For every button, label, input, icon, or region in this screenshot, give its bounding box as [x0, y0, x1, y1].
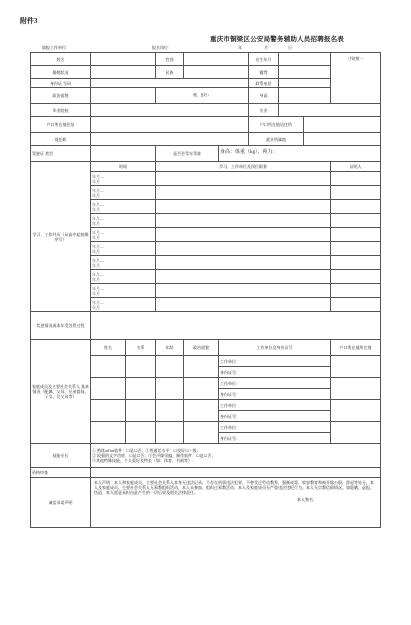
exp-col-time: 时间 [91, 162, 156, 172]
exp-unit-9[interactable] [156, 284, 331, 298]
fam-unit-3[interactable]: 工作单位： [219, 400, 331, 411]
fam-id-3[interactable]: 身份证号： [219, 411, 331, 422]
exp-time-10: 年月— 年月 [91, 298, 156, 312]
fam-name-4[interactable] [91, 422, 126, 444]
exp-unit-4[interactable] [156, 214, 331, 228]
exp-col-unit: 学习、工作单位及岗位职务 [156, 162, 331, 172]
fam-relation-3[interactable] [126, 400, 156, 422]
fam-political-1[interactable] [184, 356, 219, 378]
exp-time-9: 年月— 年月 [91, 284, 156, 298]
exp-unit-2[interactable] [156, 186, 331, 200]
exp-time-1: 年月— 年月 [91, 172, 156, 186]
pledge-signature[interactable]: 本人签名： [297, 497, 317, 502]
pledge-text: 本人声明：本人和家庭成员、主要社会关系人本身无违法记录，不存在刑事违法犯罪，不曾受过劳动教养、强制戒毒、收容教育和被开除公职、辞退等处分。本人及家庭成员、主要社会关系人无邪教组织活动，本人未参加、组织过邪教活动，本人及家庭成员无严重违法违纪行为。本人无宗教信仰情况。如隐瞒、虚报、伪造，本人愿意承担由此产生的一切后果及相关法律责任。 [94, 480, 374, 495]
fam-id-1[interactable]: 身份证号： [219, 367, 331, 378]
exp-time-3: 年月— 年月 [91, 200, 156, 214]
marital-label: 婚姻状况 [31, 66, 91, 79]
ethnicity-label: 民族 [156, 66, 184, 79]
fam-col-relation: 关系 [126, 340, 156, 356]
height-value[interactable] [279, 88, 331, 104]
fam-age-4[interactable] [156, 422, 184, 444]
school-label: 毕业院校 [31, 104, 91, 117]
skills-line-1: ① 熟练office软件：☐是☐否；②普通话水平：☐良好☐一般； [92, 448, 201, 453]
exp-witness-9[interactable] [331, 284, 381, 298]
exp-time-2: 年月— 年月 [91, 186, 156, 200]
exp-unit-10[interactable] [156, 298, 331, 312]
exp-unit-1[interactable] [156, 172, 331, 186]
political-label: 政治面貌 [31, 88, 91, 104]
home-addr-value[interactable] [304, 117, 381, 133]
fam-unit-1[interactable]: 工作单位： [219, 356, 331, 367]
license-label: 驾驶证 类型 [31, 146, 91, 162]
id-number-value[interactable] [91, 79, 249, 88]
rewards-label: 奖惩情况或本年受处罚过程 [31, 312, 91, 340]
fam-col-unit: 工作单位及身份证号 [219, 340, 331, 356]
exp-witness-4[interactable] [331, 214, 381, 228]
exp-unit-6[interactable] [156, 242, 331, 256]
fam-age-2[interactable] [156, 378, 184, 400]
exp-witness-8[interactable] [331, 270, 381, 284]
political-value[interactable] [91, 88, 156, 104]
major-label: 专业 [249, 104, 279, 117]
pledge-body [91, 478, 381, 528]
fam-relation-4[interactable] [126, 422, 156, 444]
registration-form [30, 52, 381, 528]
exp-unit-8[interactable] [156, 270, 331, 284]
fam-col-political: 政治面貌 [184, 340, 219, 356]
id-number-label: 身份证 号码 [31, 79, 91, 88]
fam-political-2[interactable] [184, 378, 219, 400]
job-location-label: 就业所属地 [249, 133, 304, 146]
birth-label: 出生年月 [249, 53, 279, 66]
exp-witness-5[interactable] [331, 228, 381, 242]
exp-witness-10[interactable] [331, 298, 381, 312]
name-label: 姓名 [31, 53, 91, 66]
birth-value[interactable] [279, 53, 331, 66]
native-place-label: 籍贯 [249, 66, 279, 79]
fam-name-2[interactable] [91, 378, 126, 400]
skills-line-3: ③其他特殊技能、个人爱好及特长（如：体育、书画等）： [92, 458, 196, 463]
fam-hukou-3[interactable] [331, 400, 381, 422]
has-car-label: 是否会驾车驾驶 [156, 146, 219, 162]
exp-time-4: 年月— 年月 [91, 214, 156, 228]
skills-label: 技能专长 [31, 444, 91, 468]
exp-unit-5[interactable] [156, 228, 331, 242]
exp-unit-7[interactable] [156, 256, 331, 270]
fam-name-3[interactable] [91, 400, 126, 422]
fill-year: 年 [238, 45, 242, 50]
fill-unit: 填报工作单位： [42, 45, 70, 50]
skills-line-2: ② 较强的文字功底：☐是☐否；③会声像采编、制作软件：☐是☐否； [92, 453, 216, 458]
exp-time-6: 年月— 年月 [91, 242, 156, 256]
fam-col-name: 姓名 [91, 340, 126, 356]
exp-witness-6[interactable] [331, 242, 381, 256]
hukou-value[interactable] [91, 117, 249, 133]
native-place-value[interactable] [279, 66, 331, 79]
fam-id-4[interactable]: 身份证号： [219, 433, 331, 444]
fill-day: 日 [288, 45, 292, 50]
fam-political-4[interactable] [184, 422, 219, 444]
marital-value[interactable] [91, 66, 156, 79]
family-label: 家庭成员及主要社会关系人 基本情况（配偶、父母、兄弟姐妹、子女、岳父母等） [31, 340, 91, 444]
exp-witness-1[interactable] [331, 172, 381, 186]
current-job-label: 现任职 [31, 133, 91, 146]
home-addr-label: 户口所在地居住所 [249, 117, 304, 133]
exp-witness-3[interactable] [331, 200, 381, 214]
height-label: 身高 [249, 88, 279, 104]
exp-time-5: 年月— 年月 [91, 228, 156, 242]
fam-relation-1[interactable] [126, 356, 156, 378]
fam-hukou-1[interactable] [331, 356, 381, 378]
exp-time-8: 年月— 年月 [91, 270, 156, 284]
pledge-label: 诚信承诺声明 [31, 478, 91, 528]
gender-value[interactable] [184, 53, 249, 66]
review-value[interactable] [91, 468, 381, 478]
exp-time-7: 年月— 年月 [91, 256, 156, 270]
vision-label: 身高：体重（kg），视力： [219, 146, 381, 162]
hukou-label: 户口所在地住址 [31, 117, 91, 133]
fam-unit-4[interactable]: 工作单位： [219, 422, 331, 433]
contact-phone-value[interactable] [279, 79, 331, 88]
current-job-value[interactable] [91, 133, 249, 146]
fam-hukou-4[interactable] [331, 422, 381, 444]
fam-hukou-2[interactable] [331, 378, 381, 400]
gender-label: 性别 [156, 53, 184, 66]
fam-political-3[interactable] [184, 400, 219, 422]
ethnicity-value[interactable] [184, 66, 249, 79]
name-value[interactable] [91, 53, 156, 66]
exp-witness-7[interactable] [331, 256, 381, 270]
fam-relation-2[interactable] [126, 378, 156, 400]
political-sub: 健、良好） [156, 88, 249, 104]
exp-unit-3[interactable] [156, 200, 331, 214]
fam-unit-2[interactable]: 工作单位： [219, 378, 331, 389]
fam-age-3[interactable] [156, 400, 184, 422]
contact-phone-label: 联系电话 [249, 79, 279, 88]
job-location-value[interactable] [304, 133, 381, 146]
fill-position: 报名岗位： [152, 45, 172, 50]
major-value[interactable] [279, 104, 381, 117]
rewards-value[interactable] [91, 312, 381, 340]
fam-col-age: 年龄 [156, 340, 184, 356]
fam-id-2[interactable]: 身份证号： [219, 389, 331, 400]
fam-name-1[interactable] [91, 356, 126, 378]
skills-value[interactable] [91, 444, 381, 468]
exp-col-witness: 证明人 [331, 162, 381, 172]
photo-box: 寸贴照一 [331, 53, 381, 104]
school-value[interactable] [91, 104, 249, 117]
license-value[interactable] [91, 146, 156, 162]
fam-col-hukou: 户口所在地所在地 [331, 340, 381, 356]
fill-month: 月 [264, 45, 268, 50]
annex-label: 附件3 [20, 17, 38, 25]
experience-label: 学习、工作经历（从高中起按顺序写） [31, 162, 91, 312]
form-title: 重庆市铜梁区公安局警务辅助人员招聘报名表 [210, 36, 344, 43]
fam-age-1[interactable] [156, 356, 184, 378]
exp-witness-2[interactable] [331, 186, 381, 200]
review-label: 资格审查 [31, 468, 91, 478]
